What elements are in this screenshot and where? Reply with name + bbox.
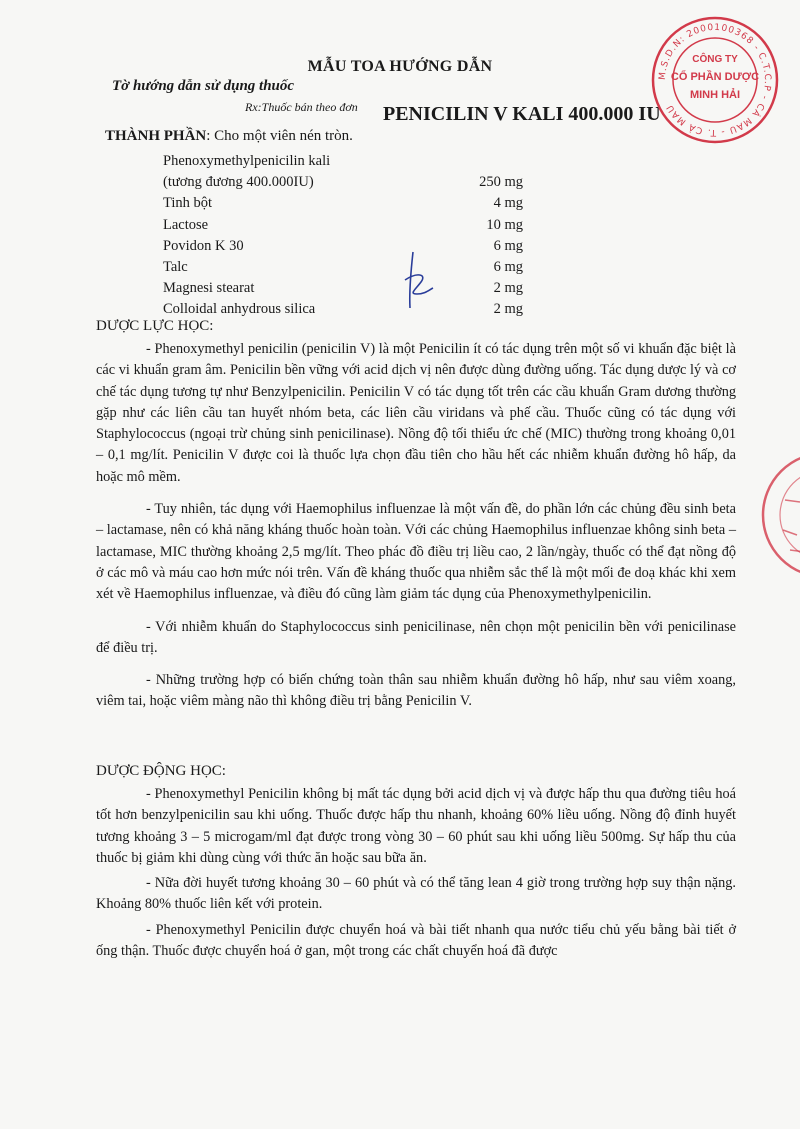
document-subtitle: Tờ hướng dẫn sử dụng thuốc <box>112 78 295 94</box>
pharmacodynamics-heading: DƯỢC LỰC HỌC: <box>96 318 214 334</box>
paragraph: - Phenoxymethyl Penicilin không bị mất tác dụng bởi acid dịch vị và được hấp thu qua đường tiêu hoá tốt hơn benzylpenicilin sau khi uống. Thuốc được hấp thu nhanh, khoảng 60% liều uống. Nồng độ đỉnh huyết tương khoảng 3 – 5 microgam/ml đạt được trong vòng 30 – 60 phút sau khi uống liều 500mg. Sự hấp thu của thuốc bị giảm khi dùng cùng với thức ăn hoặc sau bữa ăn. <box>96 786 736 866</box>
paragraph: - Phenoxymethyl Penicilin được chuyển hoá và bài tiết nhanh qua nước tiểu chủ yếu bằng bài tiết ở ống thận. Thuốc được chuyển hoá ở gan, một trong các chất chuyển hoá đã được <box>96 921 736 960</box>
paragraph: - Với nhiễm khuẩn do Staphylococcus sinh penicilinase, nên chọn một penicilin bền với penicilinase để điều trị. <box>96 618 736 656</box>
ingredient-row: Colloidal anhydrous silica 2 mg <box>163 301 523 318</box>
composition-heading-line <box>105 128 353 145</box>
document-title: MẪU TOA HƯỚNG DẪN <box>307 58 493 75</box>
stamp-ring-text: M.S.D.N: 2000100368 - C.T.C.P - CÀ MAU - T. CÀ MAU <box>657 22 773 138</box>
stamp-line-1: CÔNG TY <box>692 54 738 65</box>
ingredient-row: Magnesi stearat 2 mg <box>163 280 523 297</box>
company-stamp-icon <box>640 10 790 150</box>
rx-note: Rx:Thuốc bán theo đơn <box>245 100 358 114</box>
stamp-line-2: CỔ PHẦN DƯỢC <box>670 71 760 83</box>
paragraph: - Những trường hợp có biến chứng toàn thân sau nhiễm khuẩn đường hô hấp, như sau viêm xoang, viêm tai, hoặc viêm màng não thì không điều trị bằng Penicilin V. <box>96 672 736 710</box>
paragraph: - Nữa đời huyết tương khoảng 30 – 60 phút và có thể tăng lean 4 giờ trong trường hợp suy thận nặng. Khoảng 80% thuốc liên kết với protein. <box>96 875 736 913</box>
product-name: PENICILIN V KALI 400.000 IU <box>383 103 661 125</box>
paragraph: - Phenoxymethyl penicilin (penicilin V) là một Penicilin ít có tác dụng trên một số vi khuẩn đặc biệt là các vi khuẩn gram âm. Penicilin bền vững với acid dịch vị nên được dùng đường uống. Tác dụng dược lý và cơ chế tác dụng tương tự như Benzylpenicilin. Penicilin V có tác dụng tốt trên các cầu khuẩn Gram dương thường gặp như các liên cầu tan huyết nhóm beta, các liên cầu viridans và phế cầu. Thuốc cũng có tác dụng với Staphylococcus (ngoại trừ chủng sinh penicilinase). Nồng độ tối thiểu ức chế (MIC) thường trong khoảng 0,01 – 0,1 mg/lít. Penicilin V được coi là thuốc lựa chọn đầu tiên cho hầu hết các nhiễm khuẩn đường hô hấp, da hoặc mô mềm. <box>96 341 736 485</box>
signature-icon <box>395 250 445 310</box>
stamp-line-3: MINH HẢI <box>689 89 741 101</box>
ingredient-row: Tinh bột 4 mg <box>163 195 523 212</box>
ingredient-row: Phenoxymethylpenicilin kali <box>163 153 331 169</box>
pharmacodynamics-body <box>96 339 736 713</box>
ingredient-row: Lactose 10 mg <box>163 216 523 233</box>
pharmacokinetics-heading: DƯỢC ĐỘNG HỌC: <box>96 763 226 779</box>
composition-intro: : Cho một viên nén tròn. <box>206 128 353 144</box>
paragraph: - Tuy nhiên, tác dụng với Haemophilus influenzae là một vấn đề, do phần lớn các chủng đều sinh beta – lactamase, nên có khả năng kháng thuốc hoàn toàn. Với các chủng Haemophilus influenzae không sinh beta – lactamase, MIC thường khoảng 2,5 mg/lít. Theo phác đồ điều trị liều cao, 2 lần/ngày, thuốc có thể đạt nồng độ ở các mô và máu cao hơn mức nói trên. Vấn đề kháng thuốc qua nhiễm sắc thể là một mối đe doạ khác khi xem xét về Haemophilus influenzae, và điều đó cũng làm giảm tác dụng của Phenoxymethylpenicilin. <box>96 501 736 603</box>
ingredient-row: Talc 6 mg <box>163 258 523 275</box>
pharmacokinetics-body <box>96 784 736 962</box>
ingredient-row: (tương đương 400.000IU) 250 mg <box>163 174 523 191</box>
ingredient-row: Povidon K 30 6 mg <box>163 237 523 254</box>
partial-stamp-icon <box>755 440 800 590</box>
ingredient-list <box>163 151 523 321</box>
composition-heading: THÀNH PHẦN <box>105 128 207 144</box>
